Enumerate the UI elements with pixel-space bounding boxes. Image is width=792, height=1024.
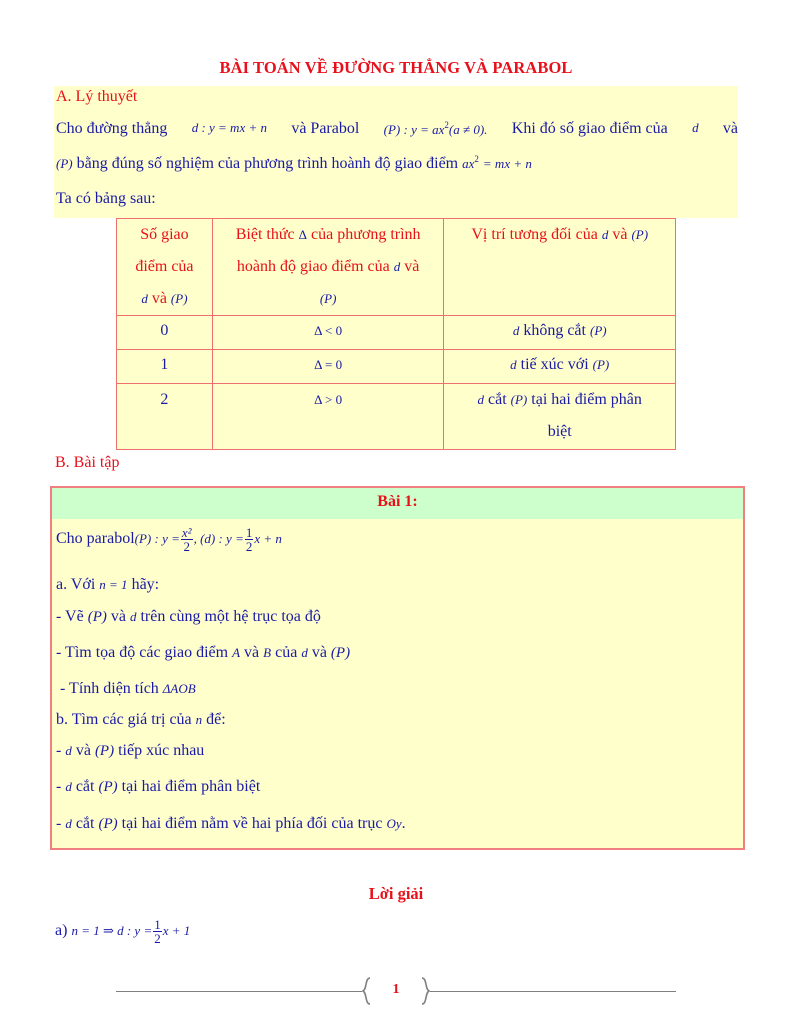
math-p: (P) bbox=[592, 357, 610, 372]
math-d: d bbox=[510, 357, 517, 372]
header-relative-position bbox=[444, 219, 676, 316]
math: ΔAOB bbox=[162, 681, 196, 696]
exercise-line-3 bbox=[56, 608, 321, 626]
math: (P) bbox=[98, 816, 118, 832]
math: d bbox=[65, 816, 72, 831]
math: d bbox=[129, 609, 137, 624]
numerator: 1 bbox=[154, 917, 161, 932]
solution-part-a bbox=[55, 918, 190, 945]
math: (P) bbox=[87, 609, 107, 625]
text: điểm của bbox=[135, 258, 194, 275]
math: (P) bbox=[98, 779, 118, 795]
exercise-title: Bài 1: bbox=[52, 488, 743, 519]
exercise-box bbox=[50, 486, 745, 850]
exercise-line-2 bbox=[56, 576, 159, 594]
theory-section bbox=[54, 86, 738, 218]
text: Cho parabol bbox=[56, 530, 135, 548]
footer-rule-right bbox=[430, 991, 676, 992]
text: của bbox=[275, 644, 298, 661]
math: (a ≠ 0). bbox=[448, 122, 488, 137]
text: và bbox=[75, 742, 91, 759]
cell-count: 2 bbox=[117, 384, 213, 450]
text: và bbox=[612, 226, 628, 243]
math-p: (P) bbox=[170, 291, 188, 306]
text: và bbox=[151, 290, 167, 307]
math: d bbox=[301, 645, 308, 660]
theory-line-2 bbox=[56, 154, 532, 173]
math-equation: ax bbox=[462, 156, 475, 171]
text: cắt bbox=[75, 778, 95, 795]
text: không cắt bbox=[523, 322, 586, 339]
text: Khi đó số giao điểm của bbox=[511, 120, 668, 137]
math: n = 1 bbox=[99, 577, 128, 592]
cell-delta bbox=[212, 384, 444, 450]
numerator: 1 bbox=[245, 525, 253, 540]
text: trên cùng một hệ trục tọa độ bbox=[140, 608, 321, 625]
left-brace-icon bbox=[362, 977, 372, 1005]
math: B bbox=[263, 645, 272, 660]
exponent: 2 bbox=[474, 154, 479, 164]
text: và bbox=[404, 258, 420, 275]
text: - bbox=[56, 815, 62, 832]
exercises-heading: B. Bài tập bbox=[55, 454, 120, 471]
math-d: d bbox=[141, 291, 148, 306]
cell-delta bbox=[212, 350, 444, 384]
math: A bbox=[232, 645, 241, 660]
math: (P) bbox=[330, 645, 351, 661]
text: - Tính diện tích bbox=[60, 680, 159, 697]
text: - bbox=[56, 778, 62, 795]
text: - Vẽ bbox=[56, 608, 84, 625]
right-brace-icon bbox=[420, 977, 430, 1005]
cell-delta bbox=[212, 316, 444, 350]
math: x + 1 bbox=[162, 923, 191, 939]
text: của phương trình bbox=[310, 226, 421, 243]
math-equation-rhs: = mx + n bbox=[482, 156, 532, 171]
math-p: (P) bbox=[631, 227, 649, 242]
math-delta: Δ < 0 bbox=[314, 323, 343, 338]
text: biệt bbox=[547, 423, 572, 440]
text: bằng đúng số nghiệm của phương trình hoành độ giao điểm bbox=[76, 155, 459, 172]
text: hãy: bbox=[131, 576, 160, 593]
math: Oy bbox=[386, 816, 402, 831]
cell-count: 0 bbox=[117, 316, 213, 350]
fraction bbox=[153, 918, 162, 945]
text: tiếp xúc nhau bbox=[118, 742, 205, 759]
math: x + n bbox=[254, 531, 282, 547]
header-intersection-count bbox=[117, 219, 213, 316]
math-delta: Δ > 0 bbox=[314, 392, 343, 407]
theory-heading: A. Lý thuyết bbox=[56, 88, 138, 105]
math: (P) : y = bbox=[134, 531, 180, 547]
table-header-row bbox=[117, 219, 676, 316]
math: d bbox=[65, 743, 72, 758]
text: và bbox=[722, 120, 738, 137]
math: (P) : y = ax bbox=[383, 122, 445, 137]
text: và bbox=[244, 644, 260, 661]
numerator: x² bbox=[181, 525, 192, 540]
math-d: d bbox=[477, 392, 484, 407]
math-delta: Δ = 0 bbox=[314, 357, 343, 372]
exercise-line-7 bbox=[56, 742, 204, 760]
math-p: (P) bbox=[56, 156, 73, 171]
math: n = 1 ⇒ d : y = bbox=[71, 923, 153, 939]
denominator: 2 bbox=[154, 931, 161, 946]
denominator: 2 bbox=[245, 539, 253, 554]
math-d: d bbox=[692, 120, 699, 135]
text: - Tìm tọa độ các giao điểm bbox=[56, 644, 229, 661]
math-d: d bbox=[601, 227, 609, 242]
text: tại hai điểm phân biệt bbox=[121, 778, 261, 795]
text: và bbox=[311, 644, 327, 661]
denominator: 2 bbox=[183, 539, 190, 554]
exponent: 2 bbox=[444, 120, 449, 130]
text: Vị trí tương đối của bbox=[471, 226, 598, 243]
text: tại hai điểm nằm về hai phía đối của trục bbox=[121, 815, 383, 832]
exercise-line-6 bbox=[56, 711, 226, 729]
theory-line-1 bbox=[56, 120, 738, 139]
exercise-line-5 bbox=[60, 680, 196, 698]
cell-position bbox=[444, 384, 676, 450]
relative-position-table bbox=[116, 218, 676, 450]
text: Số giao bbox=[140, 226, 189, 243]
exercise-line-8 bbox=[56, 778, 260, 796]
text: b. Tìm các giá trị của bbox=[56, 711, 192, 728]
math: (P) bbox=[94, 743, 115, 759]
theory-line-3: Ta có bảng sau: bbox=[56, 190, 156, 207]
text: Cho đường thẳng bbox=[56, 120, 168, 137]
delta-symbol: Δ bbox=[298, 227, 307, 242]
fraction bbox=[181, 526, 193, 553]
text: để: bbox=[206, 711, 226, 728]
math-p: (P) bbox=[510, 392, 528, 407]
table-row bbox=[117, 350, 676, 384]
math-p: (P) bbox=[589, 323, 607, 338]
footer-rule-left bbox=[116, 991, 362, 992]
cell-position bbox=[444, 316, 676, 350]
text: a. Với bbox=[56, 576, 96, 593]
math-d: d bbox=[512, 323, 520, 338]
text: Biệt thức bbox=[235, 226, 295, 243]
text: . bbox=[401, 815, 406, 832]
page-number: 1 bbox=[392, 982, 400, 997]
header-discriminant bbox=[212, 219, 444, 316]
table-row bbox=[117, 384, 676, 450]
math-line-d: d : y = mx + n bbox=[191, 120, 267, 135]
text: cắt bbox=[75, 815, 95, 832]
text: cắt bbox=[488, 391, 507, 408]
fraction bbox=[245, 526, 254, 553]
exercise-line-1 bbox=[56, 526, 282, 553]
page-title: BÀI TOÁN VỀ ĐƯỜNG THẲNG VÀ PARABOL bbox=[219, 58, 573, 77]
solution-title: Lời giải bbox=[368, 884, 424, 903]
table-row bbox=[117, 316, 676, 350]
math-parabola bbox=[384, 120, 488, 139]
math-p: (P) bbox=[319, 291, 337, 306]
math: d bbox=[65, 779, 72, 794]
math: , (d) : y = bbox=[193, 531, 244, 547]
text: a) bbox=[55, 922, 68, 940]
cell-count: 1 bbox=[117, 350, 213, 384]
cell-position bbox=[444, 350, 676, 384]
text: và Parabol bbox=[291, 120, 360, 137]
exercise-line-9 bbox=[56, 815, 406, 833]
text: tại hai điểm phân bbox=[531, 391, 642, 408]
text: - bbox=[56, 742, 62, 759]
exercise-line-4 bbox=[56, 644, 350, 662]
text: tiế xúc với bbox=[520, 356, 589, 373]
math: n bbox=[195, 712, 203, 727]
text: hoành độ giao điểm của bbox=[236, 258, 390, 275]
text: và bbox=[110, 608, 126, 625]
math-d: d bbox=[393, 259, 401, 274]
